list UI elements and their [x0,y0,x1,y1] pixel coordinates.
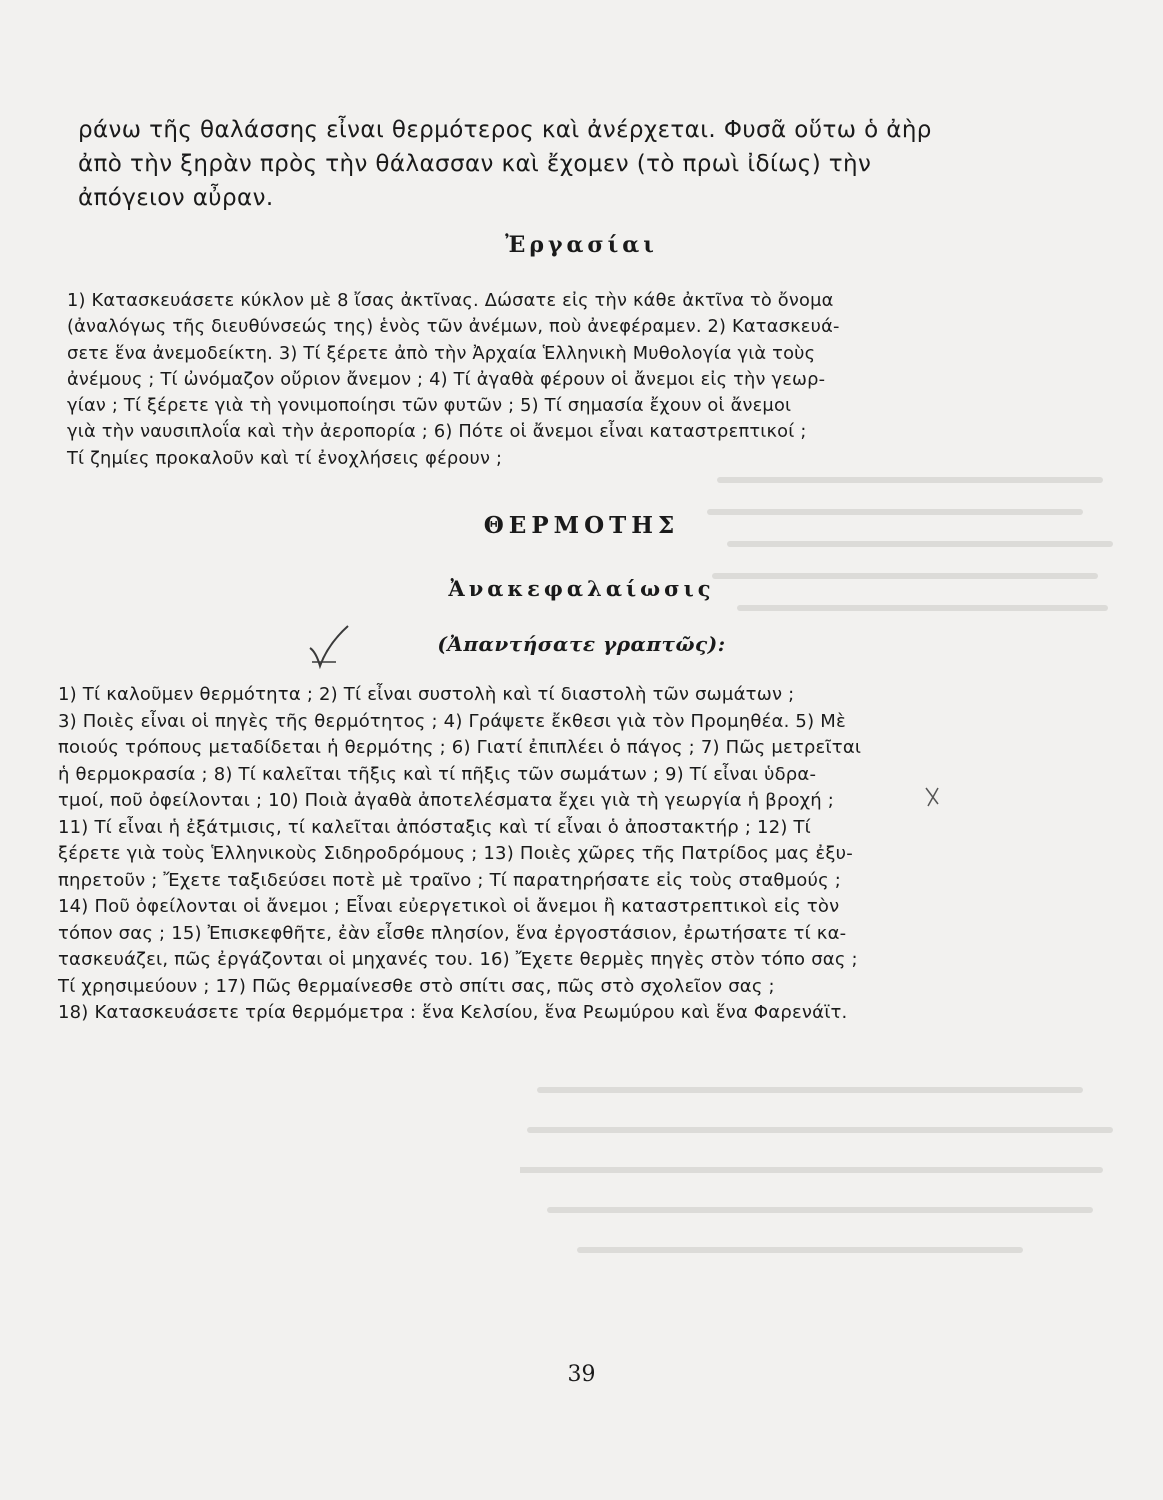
section-subtitle: Ἀνακεφαλαίωσις [448,576,715,601]
intro-line: ράνω τῆς θαλάσσης εἶναι θερμότερος καὶ ἀνέρχεται. Φυσᾶ οὕτω ὁ ἀὴρ [78,117,932,143]
ergasiai-line: (ἀναλόγως τῆς διευθύνσεώς της) ἑνὸς τῶν ἀνέμων, ποὺ ἀνεφέραμεν. 2) Κατασκευά- [67,316,840,338]
intro-line: ἀπὸ τὴν ξηρὰν πρὸς τὴν θάλασσαν καὶ ἔχομεν (τὸ πρωὶ ἰδίως) τὴν [78,151,872,177]
question-line: 1) Τί καλοῦμεν θερμότητα ; 2) Τί εἶναι συστολὴ καὶ τί διαστολὴ τῶν σωμάτων ; [58,684,795,705]
pencil-mark [922,784,944,810]
ergasiai-line: ἀνέμους ; Τί ὠνόμαζον οὔριον ἄνεμον ; 4) Τί ἀγαθὰ φέρουν οἱ ἄνεμοι εἰς τὴν γεωρ- [67,368,826,390]
page-number: 39 [567,1362,596,1387]
question-line: τμοί, ποῦ ὀφείλονται ; 10) Ποιὰ ἀγαθὰ ἀποτελέσματα ἔχει γιὰ τὴ γεωργία ἡ βροχή ; [58,790,835,811]
question-line: Τί χρησιμεύουν ; 17) Πῶς θερμαίνεσθε στὸ σπίτι σας, πῶς στὸ σχολεῖον σας ; [58,975,775,997]
ergasiai-heading: Ἐργασίαι [505,232,658,258]
question-line: 18) Κατασκευάσετε τρία θερμόμετρα : ἕνα Κελσίου, ἕνα Ρεωμύρου καὶ ἕνα Φαρενάϊτ. [58,1002,848,1023]
questions-paragraph [58,682,1098,1027]
bleed-through-texture-lower [520,1060,1120,1280]
intro-line: ἀπόγειον αὖραν. [78,185,274,211]
question-line: 3) Ποιὲς εἶναι οἱ πηγὲς τῆς θερμότητος ; 4) Γράψετε ἔκθεσι γιὰ τὸν Προμηθέα. 5) Μὲ [58,710,846,732]
question-line: πηρετοῦν ; Ἔχετε ταξιδεύσει ποτὲ μὲ τραῖνο ; Τί παρατηρήσατε εἰς τοὺς σταθμούς ; [58,869,842,891]
question-line: 11) Τί εἶναι ἡ ἐξάτμισις, τί καλεῖται ἀπόσταξις καὶ τί εἶναι ὁ ἀποστακτήρ ; 12) Τί [58,816,811,838]
question-line: ἡ θερμοκρασία ; 8) Τί καλεῖται τῆξις καὶ τί πῆξις τῶν σωμάτων ; 9) Τί εἶναι ὑδρα- [58,763,817,785]
question-line: 14) Ποῦ ὀφείλονται οἱ ἄνεμοι ; Εἶναι εὐεργετικοὶ οἱ ἄνεμοι ἢ καταστρεπτικοὶ εἰς τὸν [58,896,840,917]
bleed-through-texture [700,440,1120,660]
ergasiai-line: σετε ἕνα ἀνεμοδείκτη. 3) Τί ξέρετε ἀπὸ τὴν Ἀρχαία Ἑλληνικὴ Μυθολογία γιὰ τοὺς [67,342,816,364]
ergasiai-line: γιὰ τὴν ναυσιπλοΐα καὶ τὴν ἀεροπορία ; 6) Πότε οἱ ἄνεμοι εἶναι καταστρεπτικοί ; [67,421,807,443]
intro-paragraph [78,113,1078,215]
ergasiai-line: Τί ζημίες προκαλοῦν καὶ τί ἐνοχλήσεις φέρουν ; [67,447,503,469]
question-line: ξέρετε γιὰ τοὺς Ἑλληνικοὺς Σιδηροδρόμους ; 13) Ποιὲς χῶρες τῆς Πατρίδος μας ἐξυ- [58,843,853,864]
ergasiai-paragraph [67,288,1087,472]
question-line: τόπον σας ; 15) Ἐπισκεφθῆτε, ἐὰν εἶσθε πλησίον, ἕνα ἐργοστάσιον, ἐρωτήσατε τί κα- [58,922,847,944]
instruction-text: (Ἀπαντήσατε γραπτῶς): [437,632,726,656]
question-line: τασκευάζει, πῶς ἐργάζονται οἱ μηχανές του. 16) Ἔχετε θερμὲς πηγὲς στὸν τόπο σας ; [58,949,858,970]
bleed-through-lines [700,440,1120,660]
section-title: ΘΕΡΜΟΤΗΣ [483,512,680,539]
ergasiai-line: 1) Κατασκευάσετε κύκλον μὲ 8 ἴσας ἀκτῖνας. Δώσατε εἰς τὴν κάθε ἀκτῖνα τὸ ὄνομα [67,290,834,311]
bleed-through-lines-lower [520,1060,1120,1280]
question-line: ποιούς τρόπους μεταδίδεται ἡ θερμότης ; 6) Γιατί ἐπιπλέει ὁ πάγος ; 7) Πῶς μετρεῖται [58,737,862,758]
ergasiai-line: γίαν ; Τί ξέρετε γιὰ τὴ γονιμοποίησι τῶν φυτῶν ; 5) Τί σημασία ἔχουν οἱ ἄνεμοι [67,395,792,417]
